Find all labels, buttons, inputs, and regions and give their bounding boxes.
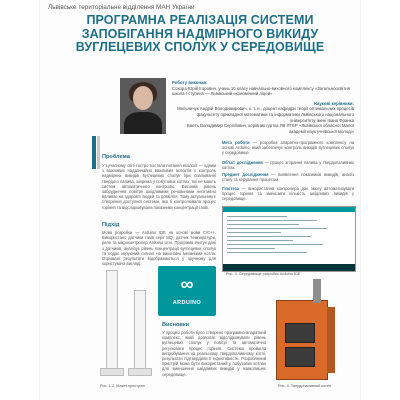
device-stand-left-base <box>100 368 124 376</box>
code-line <box>227 248 275 249</box>
poster-title <box>40 14 360 55</box>
photo-face <box>133 86 153 110</box>
object-block <box>222 160 354 170</box>
conclusions-heading: Висновки <box>162 322 190 328</box>
boiler-pipe <box>313 279 321 303</box>
code-line <box>227 216 287 217</box>
title-line-3: ВУГЛЕЦЕВИХ СПОЛУК У СЕРЕДОВИЩЕ <box>75 40 325 54</box>
advisor-2: Кметь Володимир Сергійович, керівник гуртка ЛВ ЛТЕР «Львівської обласної Малої академії наук учнівської молоді» <box>186 123 354 134</box>
hypothesis-text: — використання контролера дає змогу автоматизувати процес горіння та зменшити кількість шкідливих викидів у середовище. <box>222 186 354 202</box>
figure-4-caption: Рис. 4. Твердопаливний котел <box>278 384 332 388</box>
title-line-1: ПРОГРАМНА РЕАЛІЗАЦІЯ СИСТЕМИ <box>86 13 314 27</box>
author-text: Сохора Юрій Ігорович, учень 10 класу навчально-виховного комплексу «Загальноосвітня школа І ступеня — Львівський економічний ліцей» <box>172 85 351 97</box>
arduino-ide-screenshot <box>222 206 356 272</box>
code-line <box>227 244 323 245</box>
code-line <box>227 232 281 233</box>
figure-3-caption: Рис. 3. Середовище розробки Arduino IDE <box>226 272 301 276</box>
subject-heading: Предмет дослідження <box>222 172 269 177</box>
hypothesis-block <box>222 186 354 202</box>
photo-shirt <box>124 112 162 134</box>
author-label: Роботу виконав: <box>172 80 208 85</box>
code-line <box>227 220 317 221</box>
boiler-photo <box>276 300 328 380</box>
boiler-door-top <box>285 323 315 343</box>
advisors-label: Наукові керівники: <box>313 100 354 106</box>
title-line-2: ЗАПОБІГАННЯ НАДМІРНОГО ВИКИДУ <box>81 26 319 41</box>
infinity-icon: ∞ <box>180 274 194 294</box>
advisor-1: Мельничук Андрій Володимирович, к. т. н., доцент кафедри теорії оптимальних процесів факультету прикладної математики та інформатики Львівського національного університету імені Івана Франка <box>177 106 354 123</box>
boiler-door-bottom <box>285 347 315 367</box>
approach-text: Мова розробки — Arduino IDE на основі мови C/C++. Використано датчики газів серії MQ, датчик температури, реле та мікроконтролер Arduino Uno. Програма зчитує дані з датчиків, аналізує рівень концентрації вуглецевих сполук та подає керуючий сигнал на виконавчі механізми котла. Отримані результати відображаються у зручному для користувача вигляді. <box>102 230 216 267</box>
problem-heading: Проблема <box>102 154 130 160</box>
arduino-wordmark: ARDUINO <box>172 300 202 306</box>
gray-bar <box>97 136 100 169</box>
organization-label: Львівське територіальне відділення МАН України <box>48 4 195 11</box>
device-stand-right <box>134 290 146 372</box>
code-line <box>227 240 293 241</box>
figure-1-caption: Рис. 1-2. Макет пристрою <box>100 384 146 388</box>
accent-bar <box>92 136 96 169</box>
approach-heading: Підхід <box>102 222 120 228</box>
device-stand-right-base <box>128 368 152 376</box>
ide-toolbar <box>223 207 355 212</box>
authors-block <box>172 80 354 134</box>
goal-text: — розробка апаратно-програмного комплексу на основі Arduino, який забезпечує контроль викидів вуглецевих сполук у середовище. <box>222 140 354 156</box>
object-heading: Об'єкт дослідження <box>222 160 263 165</box>
goal-heading: Мета роботи <box>222 140 250 145</box>
code-line <box>227 228 327 229</box>
author-photo <box>120 78 166 134</box>
object-text: — процес згорання палива у твердопаливних котлах. <box>222 160 354 171</box>
code-line <box>227 252 307 253</box>
arduino-logo <box>158 266 216 316</box>
goal-block <box>222 140 354 156</box>
boiler-side <box>327 307 335 373</box>
poster <box>40 0 360 400</box>
code-line <box>227 224 299 225</box>
problem-text: У сучасному світі гостро постала питання екології — одним з важливих надзвичайно важливих аспектів є контроль надмірних викидів вуглецевих сполук при спалюванні твердого палива, зокрема у побутових котлах, які не мають систем автоматичного контролю. Високий рівень забруднення повітря шкідливими речовинами негативно впливає на здоров'я людей та довкілля. Тому актуальним є створення доступної системи, яка б контролювала процес горіння та відслідковувала показники концентрації газів. <box>102 163 216 210</box>
hypothesis-heading: Гіпотеза <box>222 186 239 191</box>
subject-block <box>222 172 354 182</box>
device-stand-left <box>106 270 118 372</box>
subject-text: — виявлення показників викидів, аналіз стану та керування процесом. <box>222 172 354 183</box>
ide-console <box>223 264 355 271</box>
conclusions-text: У процесі роботи було створено програмно-апаратний комплекс, який дозволяє відслідковувати рівень вуглецевих сполук у повітрі та автоматично регулювати процес горіння. Система пройшла випробування на реальному твердопаливному котлі, результати підтвердили її ефективність. Розроблений пристрій може бути використаний у побутових котлах для зменшення шкідливих викидів у навколишнє середовище. <box>162 330 266 377</box>
code-line <box>227 236 311 237</box>
